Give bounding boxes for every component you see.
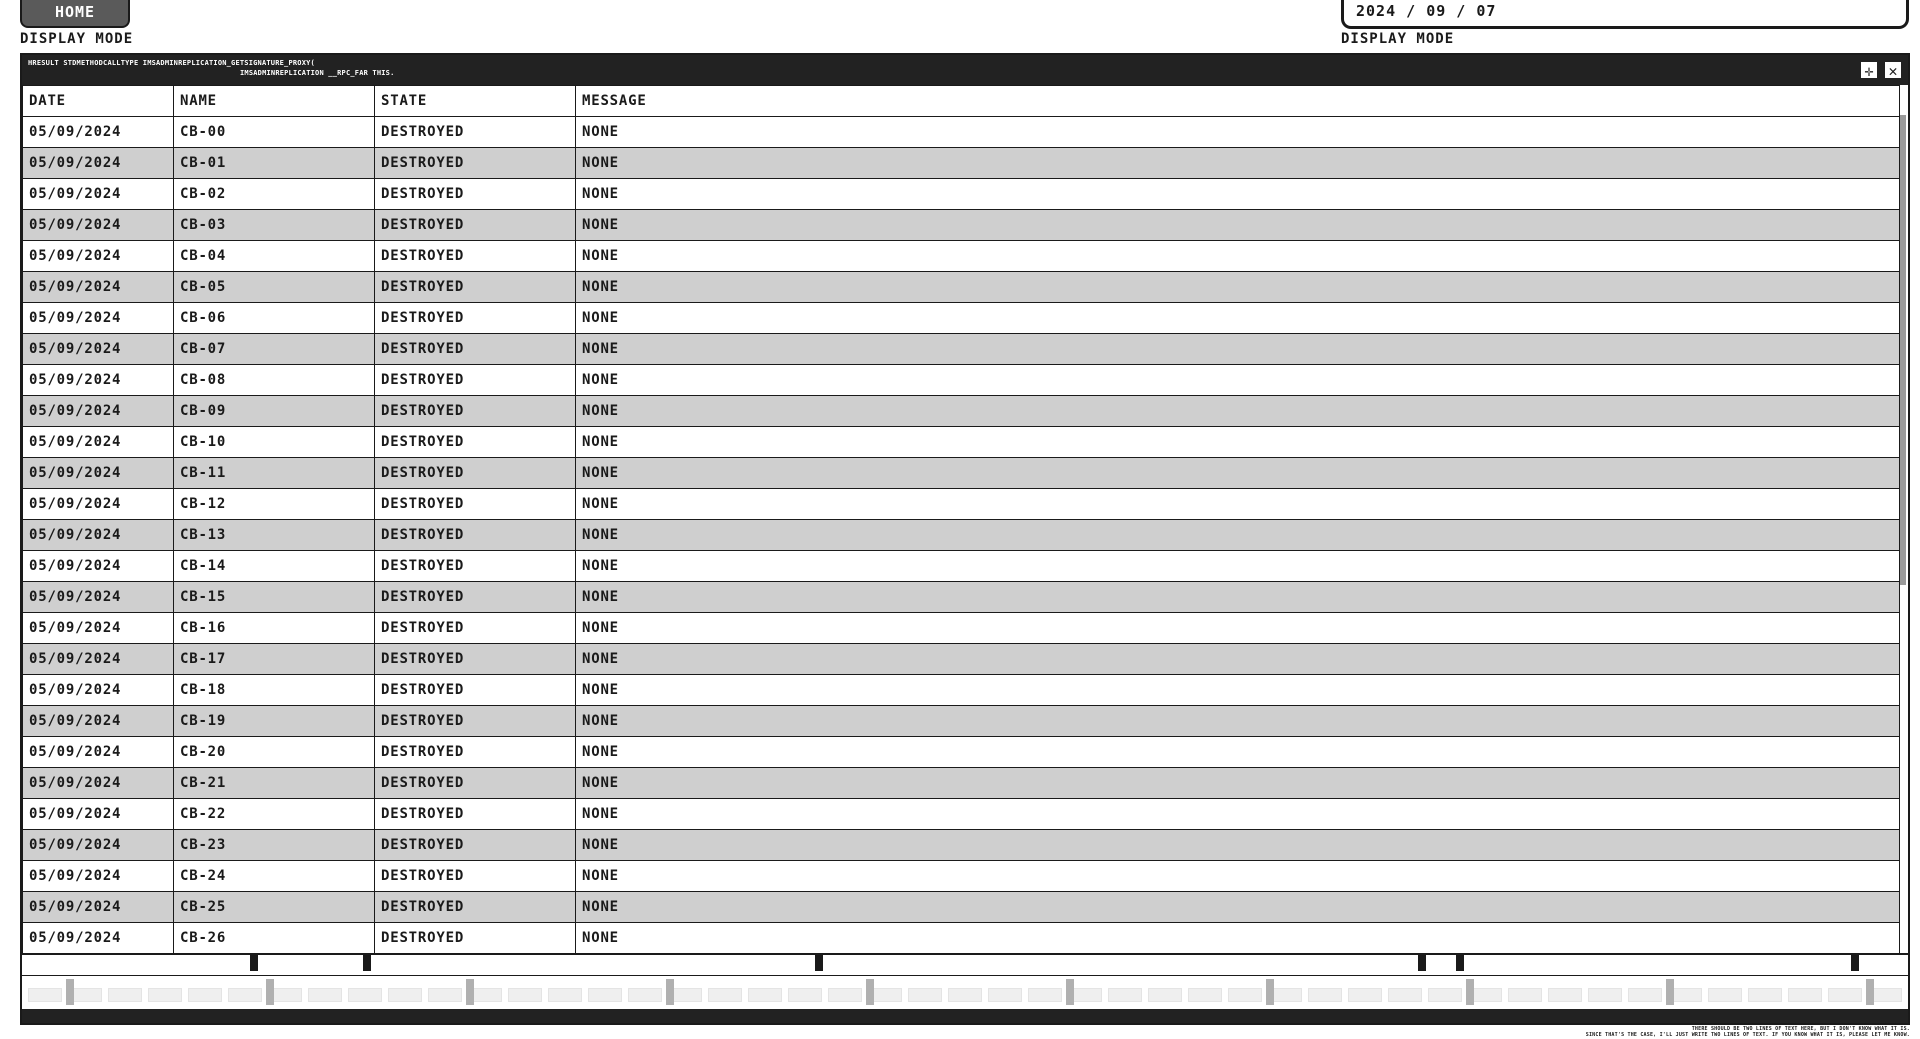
cell-date: 05/09/2024 [23, 303, 174, 334]
timeline-cell [348, 988, 382, 1002]
cell-message: NONE [576, 334, 1900, 365]
timeline-marker[interactable] [363, 955, 371, 971]
cell-message: NONE [576, 923, 1900, 954]
timeline-cell [1628, 988, 1662, 1002]
cell-name: CB-14 [174, 551, 375, 582]
table-row[interactable] [23, 148, 1900, 179]
timeline-cell [548, 988, 582, 1002]
table-row[interactable] [23, 613, 1900, 644]
table-row[interactable] [23, 365, 1900, 396]
cell-date: 05/09/2024 [23, 241, 174, 272]
cell-state: DESTROYED [375, 396, 576, 427]
cell-message: NONE [576, 799, 1900, 830]
cell-message: NONE [576, 737, 1900, 768]
timeline-cell [628, 988, 662, 1002]
cell-date: 05/09/2024 [23, 489, 174, 520]
expand-icon[interactable]: ✛ [1860, 61, 1878, 79]
cell-state: DESTROYED [375, 179, 576, 210]
cell-date: 05/09/2024 [23, 861, 174, 892]
timeline-cell [1388, 988, 1422, 1002]
cell-state: DESTROYED [375, 148, 576, 179]
table-row[interactable] [23, 892, 1900, 923]
log-window [20, 53, 1910, 1025]
cell-message: NONE [576, 892, 1900, 923]
cell-message: NONE [576, 768, 1900, 799]
table-row[interactable] [23, 179, 1900, 210]
timeline-cell [508, 988, 542, 1002]
column-header-state[interactable]: STATE [375, 86, 576, 117]
cell-date: 05/09/2024 [23, 334, 174, 365]
table-row[interactable] [23, 768, 1900, 799]
timeline-strip[interactable] [22, 953, 1908, 1011]
cell-name: CB-26 [174, 923, 375, 954]
cell-state: DESTROYED [375, 923, 576, 954]
window-titlebar[interactable] [22, 55, 1908, 85]
table-row[interactable] [23, 737, 1900, 768]
timeline-cell [1588, 988, 1622, 1002]
cell-name: CB-01 [174, 148, 375, 179]
cell-message: NONE [576, 458, 1900, 489]
cell-message: NONE [576, 210, 1900, 241]
table-row[interactable] [23, 799, 1900, 830]
cell-state: DESTROYED [375, 241, 576, 272]
cell-date: 05/09/2024 [23, 551, 174, 582]
cell-date: 05/09/2024 [23, 799, 174, 830]
cell-name: CB-25 [174, 892, 375, 923]
cell-message: NONE [576, 644, 1900, 675]
cell-name: CB-06 [174, 303, 375, 334]
timeline-cell [228, 988, 262, 1002]
cell-name: CB-18 [174, 675, 375, 706]
table-row[interactable] [23, 675, 1900, 706]
cell-name: CB-20 [174, 737, 375, 768]
footer-note-line-2: SINCE THAT'S THE CASE, I'LL JUST WRITE TWO LINES OF TEXT. IF YOU KNOW WHAT IT IS, PLEASE LET ME KNOW. [1585, 1032, 1910, 1038]
cell-date: 05/09/2024 [23, 272, 174, 303]
table-row[interactable] [23, 272, 1900, 303]
cell-state: DESTROYED [375, 551, 576, 582]
timeline-cell [428, 988, 462, 1002]
table-row[interactable] [23, 551, 1900, 582]
cell-state: DESTROYED [375, 830, 576, 861]
timeline-cell [388, 988, 422, 1002]
table-row[interactable] [23, 117, 1900, 148]
cell-state: DESTROYED [375, 768, 576, 799]
cell-state: DESTROYED [375, 613, 576, 644]
cell-date: 05/09/2024 [23, 892, 174, 923]
cell-name: CB-19 [174, 706, 375, 737]
cell-message: NONE [576, 551, 1900, 582]
table-row[interactable] [23, 427, 1900, 458]
cell-state: DESTROYED [375, 520, 576, 551]
cell-state: DESTROYED [375, 706, 576, 737]
cell-name: CB-11 [174, 458, 375, 489]
timeline-cell [1308, 988, 1342, 1002]
cell-state: DESTROYED [375, 675, 576, 706]
timeline-cell [988, 988, 1022, 1002]
cell-date: 05/09/2024 [23, 830, 174, 861]
timeline-cell [828, 988, 862, 1002]
cell-message: NONE [576, 365, 1900, 396]
table-row[interactable] [23, 334, 1900, 365]
timeline-cell [788, 988, 822, 1002]
cell-message: NONE [576, 427, 1900, 458]
timeline-cell [1828, 988, 1862, 1002]
window-title-line-1: HRESULT STDMETHODCALLTYPE IMSADMINREPLICATION_GETSIGNATURE_PROXY( [28, 59, 315, 67]
timeline-cell [708, 988, 742, 1002]
timeline-cell [1188, 988, 1222, 1002]
table-row[interactable] [23, 582, 1900, 613]
cell-name: CB-12 [174, 489, 375, 520]
close-icon[interactable]: ✕ [1884, 61, 1902, 79]
table-row[interactable] [23, 830, 1900, 861]
column-header-message[interactable]: MESSAGE [576, 86, 1900, 117]
cell-name: CB-04 [174, 241, 375, 272]
cell-date: 05/09/2024 [23, 117, 174, 148]
cell-message: NONE [576, 520, 1900, 551]
cell-date: 05/09/2024 [23, 582, 174, 613]
timeline-cell [1748, 988, 1782, 1002]
column-header-name[interactable]: NAME [174, 86, 375, 117]
footer-note-line-1: THERE SHOULD BE TWO LINES OF TEXT HERE, BUT I DON'T KNOW WHAT IT IS. [1691, 1026, 1910, 1032]
timeline-cell [1348, 988, 1382, 1002]
cell-state: DESTROYED [375, 861, 576, 892]
cell-date: 05/09/2024 [23, 737, 174, 768]
table-container [22, 85, 1908, 987]
timeline-major-tick [66, 979, 74, 1005]
window-title-line-2: IMSADMINREPLICATION __RPC_FAR THIS. [240, 69, 395, 77]
cell-date: 05/09/2024 [23, 675, 174, 706]
timeline-cell [588, 988, 622, 1002]
table-header-row [23, 86, 1900, 117]
cell-name: CB-24 [174, 861, 375, 892]
timeline-marker[interactable] [1851, 955, 1859, 971]
display-mode-label-right[interactable]: DISPLAY MODE [1341, 31, 1455, 47]
timeline-cell [948, 988, 982, 1002]
timeline-cell [1428, 988, 1462, 1002]
table-row[interactable] [23, 923, 1900, 954]
timeline-cell [748, 988, 782, 1002]
cell-name: CB-00 [174, 117, 375, 148]
cell-message: NONE [576, 830, 1900, 861]
cell-name: CB-08 [174, 365, 375, 396]
cell-message: NONE [576, 148, 1900, 179]
timeline-marker[interactable] [1418, 955, 1426, 971]
home-button[interactable]: HOME [20, 0, 130, 28]
cell-name: CB-05 [174, 272, 375, 303]
cell-date: 05/09/2024 [23, 427, 174, 458]
cell-name: CB-07 [174, 334, 375, 365]
cell-state: DESTROYED [375, 210, 576, 241]
table-row[interactable] [23, 706, 1900, 737]
cell-name: CB-10 [174, 427, 375, 458]
timeline-cell [108, 988, 142, 1002]
timeline-major-tick [1466, 979, 1474, 1005]
table-row[interactable] [23, 241, 1900, 272]
window-bottom-bar [22, 1009, 1908, 1023]
timeline-major-tick [1266, 979, 1274, 1005]
log-table [22, 85, 1900, 954]
cell-date: 05/09/2024 [23, 148, 174, 179]
timeline-major-tick [1666, 979, 1674, 1005]
date-display: 2024 / 09 / 07 [1341, 0, 1909, 29]
cell-name: CB-21 [174, 768, 375, 799]
table-row[interactable] [23, 489, 1900, 520]
cell-name: CB-13 [174, 520, 375, 551]
cell-state: DESTROYED [375, 582, 576, 613]
cell-message: NONE [576, 396, 1900, 427]
timeline-major-tick [466, 979, 474, 1005]
timeline-major-tick [666, 979, 674, 1005]
cell-date: 05/09/2024 [23, 210, 174, 241]
cell-date: 05/09/2024 [23, 179, 174, 210]
cell-message: NONE [576, 303, 1900, 334]
timeline-cell [1148, 988, 1182, 1002]
timeline-cell [308, 988, 342, 1002]
cell-name: CB-23 [174, 830, 375, 861]
table-row[interactable] [23, 210, 1900, 241]
table-row[interactable] [23, 520, 1900, 551]
cell-message: NONE [576, 706, 1900, 737]
cell-message: NONE [576, 675, 1900, 706]
cell-message: NONE [576, 861, 1900, 892]
cell-date: 05/09/2024 [23, 706, 174, 737]
timeline-marker[interactable] [815, 955, 823, 971]
timeline-cell [1508, 988, 1542, 1002]
column-header-date[interactable]: DATE [23, 86, 174, 117]
cell-state: DESTROYED [375, 303, 576, 334]
cell-state: DESTROYED [375, 458, 576, 489]
table-scroll-area[interactable] [22, 85, 1908, 955]
cell-date: 05/09/2024 [23, 365, 174, 396]
cell-message: NONE [576, 117, 1900, 148]
cell-name: CB-03 [174, 210, 375, 241]
cell-date: 05/09/2024 [23, 458, 174, 489]
cell-state: DESTROYED [375, 489, 576, 520]
table-row[interactable] [23, 303, 1900, 334]
timeline-major-tick [866, 979, 874, 1005]
timeline-cell [1108, 988, 1142, 1002]
cell-state: DESTROYED [375, 737, 576, 768]
timeline-marker[interactable] [250, 955, 258, 971]
timeline-cell [1028, 988, 1062, 1002]
cell-state: DESTROYED [375, 272, 576, 303]
cell-name: CB-15 [174, 582, 375, 613]
timeline-cell [1708, 988, 1742, 1002]
timeline-cell [908, 988, 942, 1002]
table-body [23, 117, 1900, 954]
cell-message: NONE [576, 179, 1900, 210]
timeline-cell [1228, 988, 1262, 1002]
cell-name: CB-09 [174, 396, 375, 427]
timeline-cell [148, 988, 182, 1002]
timeline-major-tick [266, 979, 274, 1005]
timeline-cell [1548, 988, 1582, 1002]
cell-message: NONE [576, 489, 1900, 520]
table-row[interactable] [23, 861, 1900, 892]
timeline-major-tick [1866, 979, 1874, 1005]
cell-date: 05/09/2024 [23, 520, 174, 551]
cell-state: DESTROYED [375, 427, 576, 458]
cell-name: CB-16 [174, 613, 375, 644]
timeline-cell [1788, 988, 1822, 1002]
cell-message: NONE [576, 582, 1900, 613]
cell-date: 05/09/2024 [23, 768, 174, 799]
cell-message: NONE [576, 241, 1900, 272]
cell-date: 05/09/2024 [23, 396, 174, 427]
cell-name: CB-17 [174, 644, 375, 675]
table-row[interactable] [23, 396, 1900, 427]
vertical-scrollbar[interactable] [1900, 115, 1906, 585]
table-row[interactable] [23, 458, 1900, 489]
cell-state: DESTROYED [375, 644, 576, 675]
timeline-cell [188, 988, 222, 1002]
cell-name: CB-02 [174, 179, 375, 210]
cell-name: CB-22 [174, 799, 375, 830]
cell-date: 05/09/2024 [23, 613, 174, 644]
cell-state: DESTROYED [375, 892, 576, 923]
cell-state: DESTROYED [375, 365, 576, 396]
cell-state: DESTROYED [375, 799, 576, 830]
timeline-major-tick [1066, 979, 1074, 1005]
cell-message: NONE [576, 272, 1900, 303]
cell-date: 05/09/2024 [23, 923, 174, 954]
cell-state: DESTROYED [375, 117, 576, 148]
display-mode-label-left[interactable]: DISPLAY MODE [20, 31, 134, 47]
cell-message: NONE [576, 613, 1900, 644]
timeline-marker[interactable] [1456, 955, 1464, 971]
table-row[interactable] [23, 644, 1900, 675]
timeline-cell [28, 988, 62, 1002]
cell-state: DESTROYED [375, 334, 576, 365]
cell-date: 05/09/2024 [23, 644, 174, 675]
